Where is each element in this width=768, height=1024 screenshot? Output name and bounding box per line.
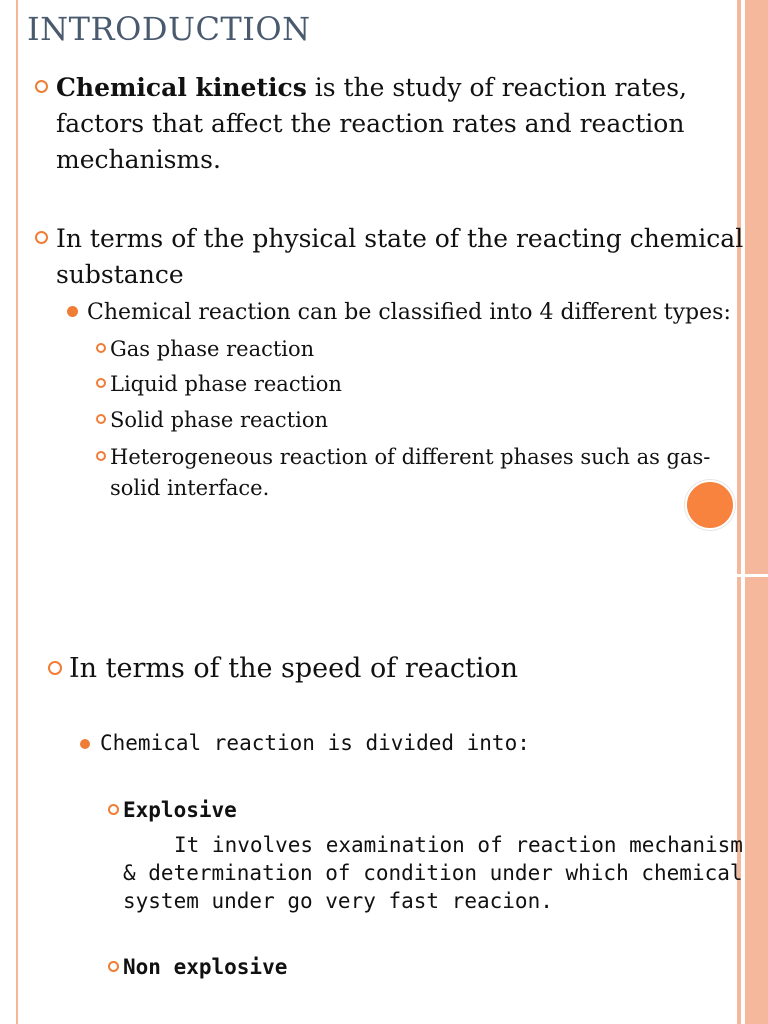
bullet-text-line: is the study of reaction rates, — [306, 73, 687, 102]
sub-bullet-text: Chemical reaction is divided into: — [100, 731, 530, 755]
slide-title: INTRODUCTION — [27, 10, 311, 48]
description-line: It involves examination of reaction mechanism — [174, 833, 743, 857]
list-item: Gas phase reaction — [110, 337, 315, 361]
bullet-text — [56, 70, 687, 106]
bullet-text-line: In terms of the physical state of the reacting chemical — [56, 224, 744, 253]
term-explosive: Explosive — [123, 798, 237, 822]
ring-bullet-icon — [96, 343, 106, 353]
ring-bullet-icon — [108, 961, 119, 972]
frame-notch — [745, 574, 768, 577]
term-non-explosive: Non explosive — [123, 955, 288, 979]
filled-bullet-icon — [80, 739, 90, 749]
bullet-text-line: In terms of the speed of reaction — [69, 653, 519, 684]
sub-bullet-text: Chemical reaction can be classified into 4 different types: — [87, 300, 731, 325]
ring-bullet-icon — [48, 661, 62, 675]
bullet-text-line: mechanisms. — [56, 145, 221, 174]
slide-frame-right-outer — [745, 0, 768, 1024]
ring-bullet-icon — [35, 231, 48, 244]
ring-bullet-icon — [96, 378, 106, 388]
list-item: Heterogeneous reaction of different phases such as gas- — [110, 445, 711, 469]
bullet-text-line: factors that affect the reaction rates and reaction — [56, 109, 685, 138]
ring-bullet-icon — [35, 80, 48, 93]
list-item: Liquid phase reaction — [110, 372, 342, 396]
list-item-continuation: solid interface. — [110, 476, 270, 500]
description-line: system under go very fast reacion. — [123, 889, 553, 913]
bullet-text-line: substance — [56, 260, 184, 289]
list-item: Solid phase reaction — [110, 408, 329, 432]
decorative-circle — [685, 480, 735, 530]
ring-bullet-icon — [96, 451, 106, 461]
term-chemical-kinetics: Chemical kinetics — [56, 73, 307, 102]
ring-bullet-icon — [108, 804, 119, 815]
slide-frame-left — [16, 0, 18, 1024]
description-line: & determination of condition under which chemical — [123, 861, 743, 885]
filled-bullet-icon — [67, 306, 78, 317]
ring-bullet-icon — [96, 414, 106, 424]
frame-notch — [737, 574, 741, 577]
